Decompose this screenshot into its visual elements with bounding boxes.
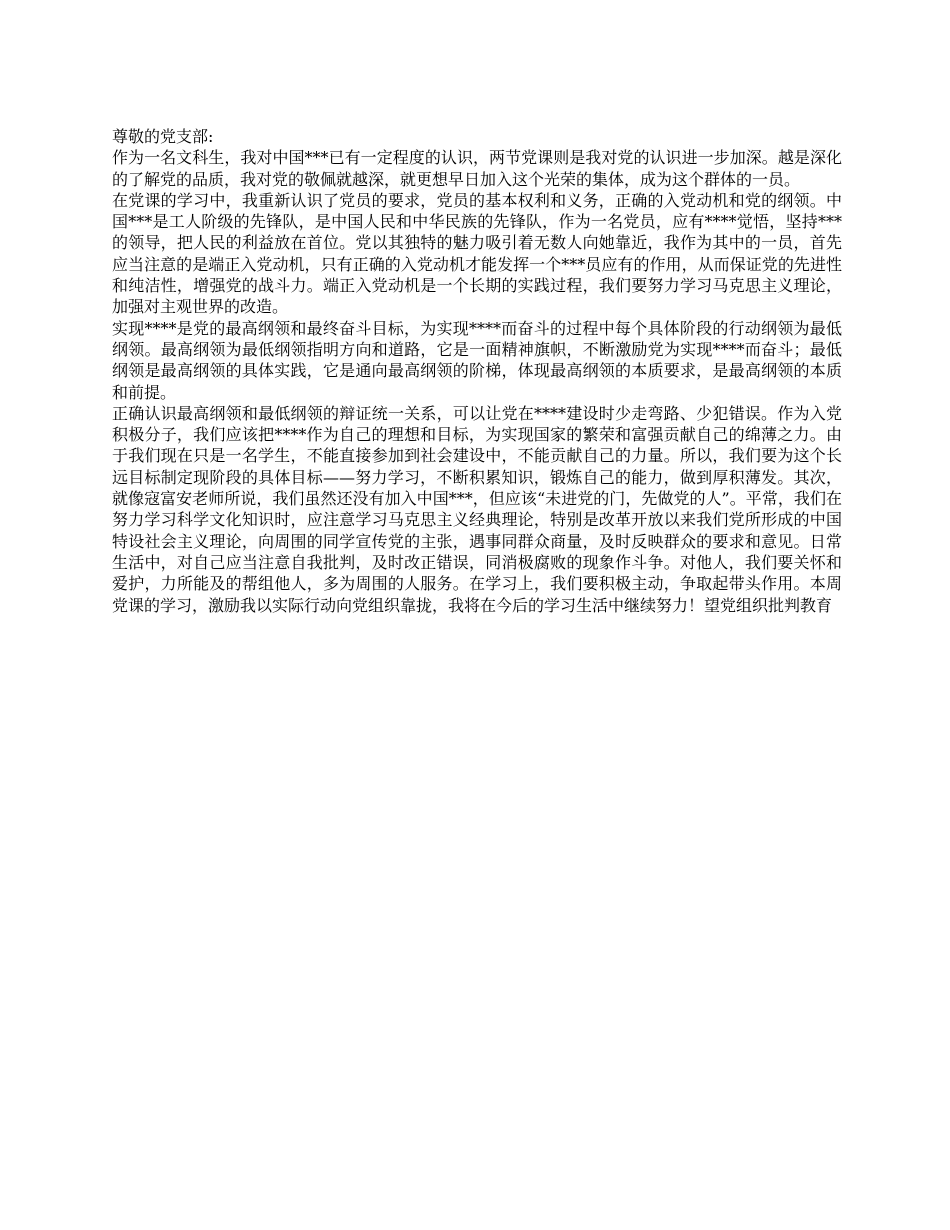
- paragraph-4: 正确认识最高纲领和最低纲领的辩证统一关系，可以让党在****建设时少走弯路、少犯错误。作为入党积极分子，我们应该把****作为自己的理想和目标，为实现国家的繁荣和富强贡献自己的绵薄之力。由于我们现在只是一名学生，不能直接参加到社会建设中，不能贡献自己的力量。所以，我们要为这个长远目标制定现阶段的具体目标——努力学习，不断积累知识，锻炼自己的能力，做到厚积薄发。其次，就像寇富安老师所说，我们虽然还没有加入中国***，但应该“未进党的门，先做党的人”。平常，我们在努力学习科学文化知识时，应注意学习马克思主义经典理论，特别是改革开放以来我们党所形成的中国特设社会主义理论，向周围的同学宣传党的主张，遇事同群众商量，及时反映群众的要求和意见。日常生活中，对自己应当注意自我批判，及时改正错误，同消极腐败的现象作斗争。对他人，我们要关怀和爱护，力所能及的帮组他人，多为周围的人服务。在学习上，我们要积极主动，争取起带头作用。本周党课的学习，激励我以实际行动向党组织靠拢，我将在今后的学习生活中继续努力！望党组织批判教育: [112, 403, 842, 615]
- paragraph-2: 在党课的学习中，我重新认识了党员的要求，党员的基本权利和义务，正确的入党动机和党的纲领。中国***是工人阶级的先锋队，是中国人民和中华民族的先锋队，作为一名党员，应有****觉悟，坚持***的领导，把人民的利益放在首位。党以其独特的魅力吸引着无数人向她靠近，我作为其中的一员，首先应当注意的是端正入党动机，只有正确的入党动机才能发挥一个***员应有的作用，从而保证党的先进性和纯洁性，增强党的战斗力。端正入党动机是一个长期的实践过程，我们要努力学习马克思主义理论，加强对主观世界的改造。: [112, 190, 842, 317]
- paragraph-1: 作为一名文科生，我对中国***已有一定程度的认识，两节党课则是我对党的认识进一步加深。越是深化的了解党的品质，我对党的敬佩就越深，就更想早日加入这个光荣的集体，成为这个群体的一员。: [112, 148, 842, 189]
- salutation: 尊敬的党支部:: [112, 127, 214, 146]
- letter-body: [112, 126, 842, 616]
- paragraph-3: 实现****是党的最高纲领和最终奋斗目标，为实现****而奋斗的过程中每个具体阶段的行动纲领为最低纲领。最高纲领为最低纲领指明方向和道路，它是一面精神旗帜，不断激励党为实现****而奋斗；最低纲领是最高纲领的具体实践，它是通向最高纲领的阶梯，体现最高纲领的本质要求，是最高纲领的本质和前提。: [112, 318, 842, 402]
